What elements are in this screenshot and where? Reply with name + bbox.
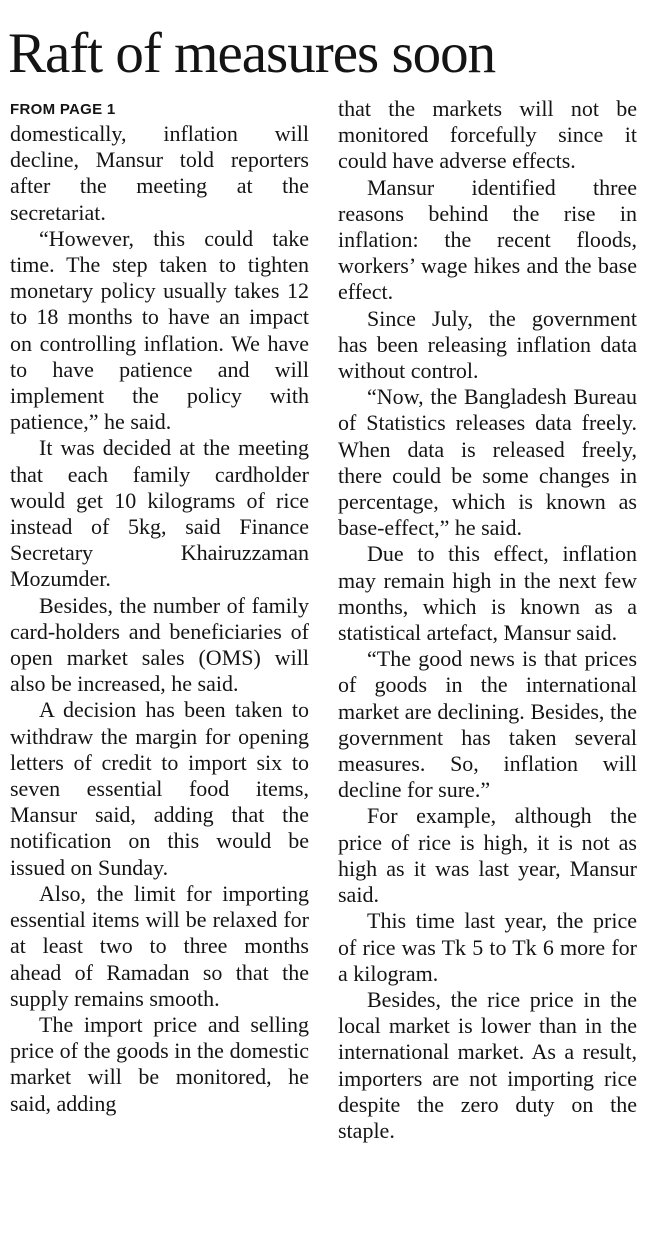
paragraph: For example, although the price of rice is high, it is not as high as it was last year, Mansur said. bbox=[338, 803, 637, 908]
paragraph: This time last year, the price of rice was Tk 5 to Tk 6 more for a kilogram. bbox=[338, 908, 637, 986]
paragraph: Due to this effect, inflation may remain high in the next few months, which is known as a statistical artefact, Mansur said. bbox=[338, 541, 637, 646]
article-column-right bbox=[338, 96, 637, 1144]
headline: Raft of measures soon bbox=[8, 22, 496, 85]
article-column-left bbox=[10, 96, 309, 1117]
paragraph: A decision has been taken to withdraw the margin for opening letters of credit to import six to seven essential food items, Mansur said, adding that the notification on this would be issued on Sunday. bbox=[10, 697, 309, 880]
paragraph: that the markets will not be monitored forcefully since it could have adverse effects. bbox=[338, 96, 637, 174]
paragraph: Besides, the rice price in the local market is lower than in the international market. As a result, importers are not importing rice despite the zero duty on the staple. bbox=[338, 986, 637, 1143]
paragraph: Besides, the number of family card-holders and beneficiaries of open market sales (OMS) will also be increased, he said. bbox=[10, 592, 309, 697]
paragraph: “However, this could take time. The step taken to tighten monetary policy usually takes 12 to 18 months to have an impact on controlling inflation. We have to have patience and will implement the policy with patience,” he said. bbox=[10, 225, 309, 435]
paragraph: Since July, the government has been releasing inflation data without control. bbox=[338, 305, 637, 384]
paragraph: Mansur identified three reasons behind the rise in inflation: the recent floods, workers’ wage hikes and the base effect. bbox=[338, 174, 637, 305]
paragraph: It was decided at the meeting that each family cardholder would get 10 kilograms of rice instead of 5kg, said Finance Secretary Khairuzzaman Mozumder. bbox=[10, 435, 309, 592]
paragraph: The import price and selling price of the goods in the domestic market will be monitored, he said, adding bbox=[10, 1011, 309, 1116]
paragraph: “The good news is that prices of goods in the international market are declining. Besides, the government has taken several measures. So, inflation will decline for sure.” bbox=[338, 646, 637, 803]
continuation-kicker: FROM PAGE 1 bbox=[10, 101, 116, 118]
paragraph: domestically, inflation will decline, Mansur told reporters after the meeting at the secretariat. bbox=[10, 121, 309, 225]
paragraph: Also, the limit for importing essential items will be relaxed for at least two to three months ahead of Ramadan so that the supply remains smooth. bbox=[10, 880, 309, 1011]
paragraph: “Now, the Bangladesh Bureau of Statistics releases data freely. When data is released freely, there could be some changes in percentage, which is known as base-effect,” he said. bbox=[338, 384, 637, 541]
